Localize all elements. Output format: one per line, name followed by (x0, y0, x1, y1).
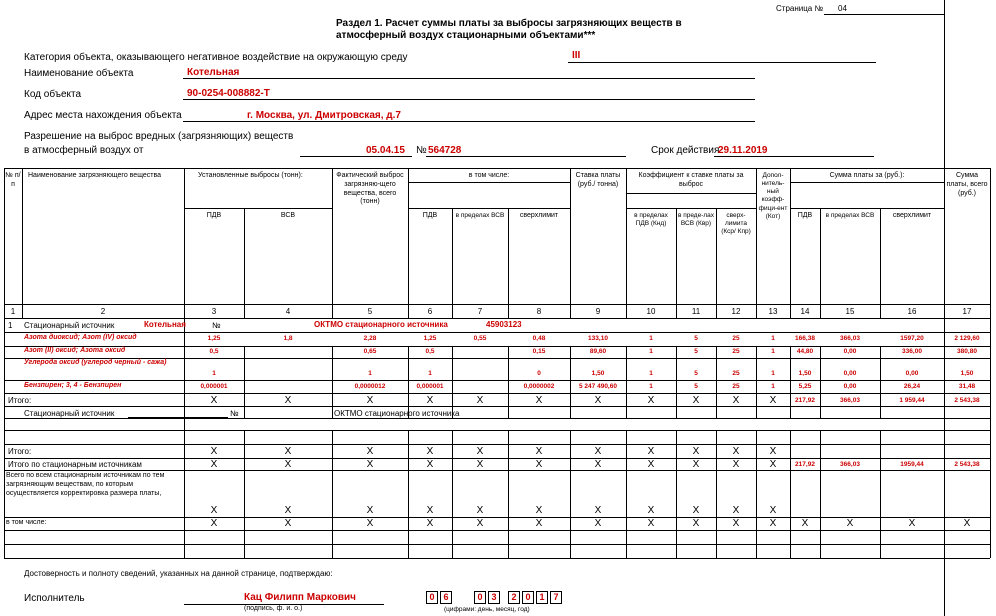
substance-value: 5 (694, 348, 698, 355)
substance-value: 25 (732, 348, 740, 355)
x-mark: X (692, 395, 700, 406)
substance-value: 1 (649, 348, 653, 355)
substance-value: 1,50 (960, 370, 974, 377)
header-coef-kvr: в преде-лах ВСВ (Квр) (677, 212, 715, 228)
substance-value: 166,38 (795, 335, 815, 342)
itogo1-label: Итого: (8, 396, 32, 405)
source2-label: Стационарный источник (24, 409, 115, 418)
x-mark: X (594, 395, 602, 406)
substance-value: 5 247 490,60 (579, 383, 617, 390)
permit-label-2: в атмосферный воздух от (24, 145, 144, 156)
header-pdv: ПДВ (206, 212, 222, 219)
substance-value: 5 (694, 383, 698, 390)
substance-value: 44,80 (796, 348, 814, 355)
substance-value: 0 (537, 370, 541, 377)
x-mark: X (476, 446, 484, 457)
itogo1-sum-over: 1 959,44 (899, 397, 925, 404)
x-mark: X (284, 395, 292, 406)
column-number: 1 (10, 307, 16, 316)
x-mark: X (284, 518, 292, 529)
substance-value: 336,00 (902, 348, 922, 355)
permit-label-1: Разрешение на выброс вредных (загрязняющих) веществ (24, 131, 294, 142)
itogo2-label: Итого: (8, 447, 32, 456)
itogo-all-label: Итого по стационарным источникам (8, 460, 142, 469)
confirm-text: Достоверность и полноту сведений, указанных на данной странице, подтверждаю: (24, 569, 333, 578)
substance-value: 0,000001 (416, 383, 444, 390)
x-mark: X (769, 459, 777, 470)
x-mark: X (426, 505, 434, 516)
substance-value: 1597,20 (900, 335, 924, 342)
validity-value: 29.11.2019 (718, 145, 768, 156)
header-coef: Коэффициент к ставке платы за выброс (638, 172, 744, 188)
column-number: 2 (100, 307, 106, 316)
x-mark: X (426, 518, 434, 529)
source1-label: Стационарный источник (24, 321, 115, 330)
substance-value: 0,5 (425, 348, 435, 355)
date-digit-box: 3 (488, 591, 500, 604)
substance-value: 1 (368, 370, 372, 377)
x-mark: X (769, 395, 777, 406)
date-digit-box: 0 (426, 591, 438, 604)
date-digit-box: 7 (550, 591, 562, 604)
date-digit-box: 2 (508, 591, 520, 604)
substance-value: 0,15 (532, 348, 546, 355)
date-digit-box: 1 (536, 591, 548, 604)
x-mark: X (732, 395, 740, 406)
column-number: 8 (536, 307, 542, 316)
column-number: 17 (962, 307, 972, 316)
substance-value: 1,8 (283, 335, 293, 342)
header-sum-vsv: в пределах ВСВ (825, 212, 875, 219)
itogo1-sum-vsv: 366,03 (840, 397, 860, 404)
substance-name: Бензпирен; 3, 4 - Бензпирен (24, 382, 122, 389)
substance-value: 1 (771, 370, 775, 377)
header-vsv: ВСВ (280, 212, 296, 219)
source1-no: № (212, 321, 221, 330)
header-sum-pdv: ПДВ (797, 212, 813, 219)
substance-value: 1 (428, 370, 432, 377)
x-mark: X (284, 459, 292, 470)
substance-value: 1,50 (591, 370, 605, 377)
substance-name: Азот (II) оксид; Азота оксид (24, 347, 126, 354)
address-value: г. Москва, ул. Дмитровская, д.7 (247, 110, 401, 121)
substance-value: 0,55 (473, 335, 487, 342)
x-mark: X (692, 446, 700, 457)
x-mark: X (647, 395, 655, 406)
x-mark: X (284, 446, 292, 457)
header-coef-ksr: сверх-лимита (Кср/ Кпр) (721, 212, 751, 236)
itogo1-sum-pdv: 217,92 (795, 397, 815, 404)
column-number: 10 (646, 307, 656, 316)
object-code-value: 90-0254-008882-Т (187, 88, 270, 99)
x-mark: X (535, 459, 543, 470)
substance-value: 2,28 (363, 335, 377, 342)
substance-value: 25 (732, 370, 740, 377)
page-number: 04 (838, 4, 847, 13)
substance-value: 1 (212, 370, 216, 377)
substance-value: 1 (649, 383, 653, 390)
substance-value: 1 (649, 370, 653, 377)
x-mark: X (426, 459, 434, 470)
header-including: в том числе: (468, 172, 510, 179)
signature-caption: (подпись, ф. и. о.) (244, 605, 303, 612)
column-number: 3 (211, 307, 217, 316)
substance-name: Углерода оксид (углерод черный - сажа) (24, 359, 167, 366)
date-digit-box: 6 (440, 591, 452, 604)
x-mark: X (366, 518, 374, 529)
substance-value: 5 (694, 335, 698, 342)
including-label: в том числе: (6, 519, 47, 526)
column-number: 5 (367, 307, 373, 316)
substance-name: Азота диоксид; Азот (IV) оксид (24, 334, 137, 341)
date-digit-box: 0 (474, 591, 486, 604)
x-mark: X (476, 518, 484, 529)
header-within-vsv: в пределах ВСВ (455, 212, 505, 219)
x-mark: X (366, 505, 374, 516)
x-mark: X (210, 505, 218, 516)
substance-value: 133,10 (588, 335, 608, 342)
column-number: 13 (768, 307, 778, 316)
source1-num: 1 (8, 321, 13, 330)
header-sum: Сумма платы за (руб.): (829, 172, 905, 179)
x-mark: X (801, 518, 809, 529)
title-line2: атмосферный воздух стационарными объектами*** (336, 30, 596, 41)
substance-value: 0,48 (532, 335, 546, 342)
header-total: Сумма платы, всего (руб.) (946, 172, 988, 197)
x-mark: X (594, 518, 602, 529)
object-name-label: Наименование объекта (24, 68, 134, 79)
permit-number-label: № (416, 145, 427, 156)
source1-oktmo-value: 45903123 (486, 320, 522, 329)
itogo-all-sum-vsv: 366,03 (840, 461, 860, 468)
x-mark: X (476, 459, 484, 470)
itogo1-total: 2 543,38 (954, 397, 980, 404)
x-mark: X (732, 459, 740, 470)
substance-value: 0,0000012 (354, 383, 386, 390)
x-mark: X (210, 446, 218, 457)
object-name-value: Котельная (187, 67, 240, 78)
substance-value: 25 (732, 335, 740, 342)
x-mark: X (692, 459, 700, 470)
column-number: 15 (845, 307, 855, 316)
x-mark: X (769, 446, 777, 457)
itogo-all-sum-over: 1959,44 (900, 461, 924, 468)
substance-value: 0,000001 (200, 383, 228, 390)
header-substance: Наименование загрязняющего вещества (28, 172, 162, 179)
x-mark: X (210, 395, 218, 406)
x-mark: X (692, 505, 700, 516)
object-code-label: Код объекта (24, 89, 82, 100)
column-number: 12 (731, 307, 741, 316)
substance-value: 1 (649, 335, 653, 342)
x-mark: X (210, 518, 218, 529)
x-mark: X (210, 459, 218, 470)
x-mark: X (594, 446, 602, 457)
x-mark: X (476, 505, 484, 516)
header-established: Установленные выбросы (тонн): (198, 172, 303, 179)
substance-value: 1,25 (423, 335, 437, 342)
x-mark: X (594, 505, 602, 516)
substance-value: 89,60 (589, 348, 607, 355)
x-mark: X (647, 446, 655, 457)
source2-oktmo-label: ОКТМО стационарного источника (334, 409, 460, 418)
address-label: Адрес места нахождения объекта (24, 110, 182, 121)
x-mark: X (846, 518, 854, 529)
x-mark: X (594, 459, 602, 470)
x-mark: X (732, 446, 740, 457)
x-mark: X (692, 518, 700, 529)
x-mark: X (908, 518, 916, 529)
page-number-label: Страница № (776, 4, 824, 13)
source2-no: № (230, 409, 239, 418)
column-number: 16 (907, 307, 917, 316)
x-mark: X (963, 518, 971, 529)
header-num: № п/п (5, 172, 21, 188)
x-mark: X (647, 459, 655, 470)
substance-value: 1,50 (798, 370, 812, 377)
header-pdv2: ПДВ (422, 212, 438, 219)
substance-value: 380,80 (957, 348, 977, 355)
substance-value: 366,03 (840, 335, 860, 342)
substance-value: 5 (694, 370, 698, 377)
x-mark: X (535, 446, 543, 457)
title-line1: Раздел 1. Расчет суммы платы за выбросы загрязняющих веществ в (336, 18, 682, 29)
x-mark: X (769, 518, 777, 529)
header-coef-knd: в пределах ПДВ (Кнд) (634, 212, 668, 228)
permit-date: 05.04.15 (366, 145, 405, 156)
x-mark: X (366, 459, 374, 470)
substance-value: 1,25 (207, 335, 221, 342)
substance-value: 0,00 (843, 383, 857, 390)
substance-value: 0,0000002 (523, 383, 555, 390)
header-over-limit: сверхлимит (519, 212, 559, 219)
x-mark: X (647, 505, 655, 516)
column-number: 14 (800, 307, 810, 316)
column-number: 4 (285, 307, 291, 316)
category-value: III (572, 50, 581, 61)
substance-value: 5,25 (798, 383, 812, 390)
x-mark: X (366, 446, 374, 457)
substance-value: 1 (771, 348, 775, 355)
category-label: Категория объекта, оказывающего негативное воздействие на окружающую среду (24, 52, 408, 63)
substance-value: 0,00 (843, 348, 857, 355)
x-mark: X (535, 395, 543, 406)
date-caption: (цифрами: день, месяц, год) (444, 606, 530, 613)
header-add-coef: Допол-нитель-ный коэфф-фици-ент (Кот) (758, 172, 788, 220)
executor-label: Исполнитель (24, 593, 85, 604)
executor-name: Кац Филипп Маркович (244, 592, 356, 603)
x-mark: X (284, 505, 292, 516)
substance-value: 26,24 (903, 383, 921, 390)
x-mark: X (535, 505, 543, 516)
column-number: 11 (691, 307, 701, 316)
x-mark: X (366, 395, 374, 406)
x-mark: X (426, 446, 434, 457)
substance-value: 31,48 (958, 383, 976, 390)
x-mark: X (732, 518, 740, 529)
correction-text: Всего по всем стационарным источникам по тем загрязняющим веществам, по которым осуществляется корректировка размера платы, (6, 472, 165, 497)
column-number: 6 (427, 307, 433, 316)
column-number: 7 (477, 307, 483, 316)
x-mark: X (476, 395, 484, 406)
substance-value: 0,00 (843, 370, 857, 377)
itogo-all-total: 2 543,38 (954, 461, 980, 468)
substance-value: 0,65 (363, 348, 377, 355)
header-actual: Фактический выброс загрязняю-щего вещества, всего (тонн) (336, 172, 404, 206)
x-mark: X (535, 518, 543, 529)
substance-value: 0,00 (905, 370, 919, 377)
source1-oktmo-label: ОКТМО стационарного источника (314, 320, 448, 329)
substance-value: 0,5 (209, 348, 219, 355)
header-rate: Ставка платы (руб./ тонна) (575, 172, 621, 188)
x-mark: X (769, 505, 777, 516)
itogo-all-sum-pdv: 217,92 (795, 461, 815, 468)
substance-value: 25 (732, 383, 740, 390)
x-mark: X (732, 505, 740, 516)
substance-value: 2 129,60 (954, 335, 980, 342)
validity-label: Срок действия (651, 145, 720, 156)
substance-value: 1 (771, 383, 775, 390)
substance-value: 1 (771, 335, 775, 342)
header-sum-over: сверхлимит (892, 212, 932, 219)
column-number: 9 (595, 307, 601, 316)
date-digit-box: 0 (522, 591, 534, 604)
permit-number: 564728 (428, 145, 462, 156)
x-mark: X (647, 518, 655, 529)
x-mark: X (426, 395, 434, 406)
source1-name: Котельная (144, 320, 186, 329)
